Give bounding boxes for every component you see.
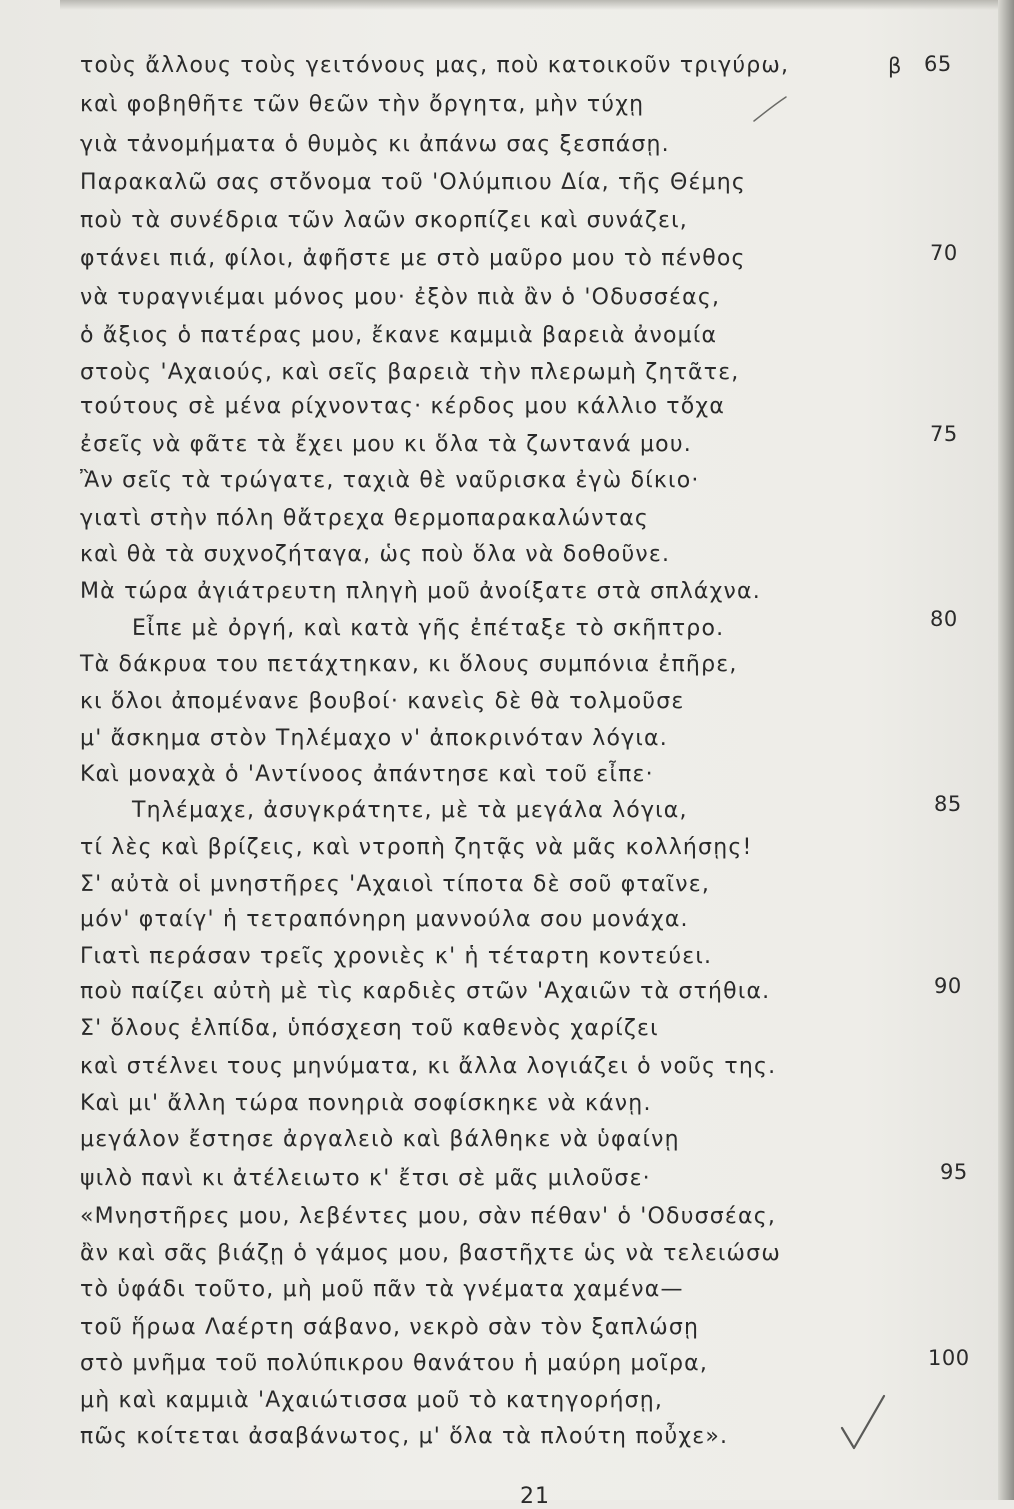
- verse-line-34: τὸ ὑφάδι τοῦτο, μὴ μοῦ πᾶν τὰ γνέματα χαμένα—: [80, 1277, 684, 1302]
- verse-line-29: Καὶ μι' ἄλλη τώρα πονηριὰ σοφίσκηκε νὰ κάνῃ.: [80, 1091, 652, 1116]
- verse-line-18: κι ὅλοι ἀπομένανε βουβοί· κανεὶς δὲ θὰ τολμοῦσε: [80, 689, 685, 714]
- verse-line-4: Παρακαλῶ σας στὄνομα τοῦ 'Ολύμπιου Δία, τῆς Θέμης: [80, 170, 747, 195]
- verse-line-15: Μὰ τώρα ἀγιάτρευτη πληγὴ μοῦ ἀνοίξατε στὰ σπλάχνα.: [80, 579, 761, 604]
- verse-line-8: ὁ ἄξιος ὁ πατέρας μου, ἔκανε καμμιὰ βαρειὰ ἀνομία: [80, 323, 718, 348]
- verse-line-2: καὶ φοβηθῆτε τῶν θεῶν τὴν ὄργητα, μὴν τύχῃ: [80, 92, 645, 117]
- verse-line-26: ποὺ παίζει αὐτὴ μὲ τὶς καρδιὲς στῶν 'Αχαιῶν τὰ στήθια.: [80, 979, 771, 1004]
- verse-line-9: στοὺς 'Αχαιούς, καὶ σεῖς βαρειὰ τὴν πλερωμὴ ζητᾶτε,: [80, 360, 740, 385]
- verse-line-6: φτάνει πιά, φίλοι, ἀφῆστε με στὸ μαῦρο μου τὸ πένθος: [80, 246, 746, 271]
- verse-line-20: Καὶ μοναχὰ ὁ 'Αντίνοος ἀπάντησε καὶ τοῦ εἶπε·: [80, 762, 654, 787]
- checkmark-annotation: [838, 1392, 888, 1452]
- verse-line-25: Γιατὶ περάσαν τρεῖς χρονιὲς κ' ἡ τέταρτη κοντεύει.: [80, 944, 713, 969]
- verse-line-21: Τηλέμαχε, ἀσυγκράτητε, μὲ τὰ μεγάλα λόγια,: [132, 798, 688, 823]
- book-marker: β: [888, 54, 902, 78]
- verse-line-38: πῶς κοίτεται ἀσαβάνωτος, μ' ὅλα τὰ πλούτη ποὖχε».: [80, 1424, 729, 1449]
- verse-line-19: μ' ἄσκημα στὸν Τηλέμαχο ν' ἀποκρινόταν λόγια.: [80, 726, 668, 751]
- verse-line-3: γιὰ τἀνομήματα ὁ θυμὸς κι ἀπάνω σας ξεσπάσῃ.: [80, 132, 670, 157]
- line-number-85: 85: [934, 792, 962, 816]
- verse-line-11: ἐσεῖς νὰ φᾶτε τὰ ἔχει μου κι ὅλα τὰ ζωντανά μου.: [80, 432, 692, 457]
- verse-line-13: γιατὶ στὴν πόλη θἄτρεχα θερμοπαρακαλώντας: [80, 506, 650, 531]
- verse-line-17: Τὰ δάκρυα του πετάχτηκαν, κι ὅλους συμπόνια ἐπῆρε,: [80, 652, 738, 677]
- verse-line-36: στὸ μνῆμα τοῦ πολύπικρου θανάτου ἡ μαύρη μοῖρα,: [80, 1351, 709, 1376]
- line-number-75: 75: [930, 422, 958, 446]
- verse-line-31: ψιλὸ πανὶ κι ἀτέλειωτο κ' ἔτσι σὲ μᾶς μιλοῦσε·: [80, 1166, 651, 1191]
- verse-line-7: νὰ τυραγνιέμαι μόνος μου· ἐξὸν πιὰ ἂν ὁ 'Οδυσσέας,: [80, 285, 721, 310]
- verse-line-23: Σ' αὐτὰ οἱ μνηστῆρες 'Αχαιοὶ τίποτα δὲ σοῦ φταῖνε,: [80, 872, 711, 897]
- page-number: 21: [520, 1484, 550, 1509]
- verse-line-32: «Μνηστῆρες μου, λεβέντες μου, σὰν πέθαν' ὁ 'Οδυσσέας,: [80, 1204, 777, 1229]
- verse-line-27: Σ' ὅλους ἐλπίδα, ὑπόσχεση τοῦ καθενὸς χαρίζει: [80, 1016, 659, 1041]
- verse-line-10: τούτους σὲ μένα ρίχνοντας· κέρδος μου κάλλιο τὄχα: [80, 394, 726, 419]
- verse-line-33: ἂν καὶ σᾶς βιάζῃ ὁ γάμος μου, βαστῆχτε ὡς νὰ τελειώσω: [80, 1241, 781, 1266]
- verse-line-28: καὶ στέλνει τους μηνύματα, κι ἄλλα λογιάζει ὁ νοῦς της.: [80, 1054, 777, 1079]
- verse-line-1: τοὺς ἄλλους τοὺς γειτόνους μας, ποὺ κατοικοῦν τριγύρω,: [80, 53, 790, 78]
- verse-line-5: ποὺ τὰ συνέδρια τῶν λαῶν σκορπίζει καὶ συνάζει,: [80, 208, 688, 233]
- pen-mark-annotation: [750, 95, 790, 125]
- verse-line-14: καὶ θὰ τὰ συχνοζήταγα, ὡς ποὺ ὅλα νὰ δοθοῦνε.: [80, 542, 671, 567]
- verse-line-37: μὴ καὶ καμμιὰ 'Αχαιώτισσα μοῦ τὸ κατηγορήσῃ,: [80, 1388, 664, 1413]
- line-number-100: 100: [928, 1346, 970, 1370]
- verse-line-22: τί λὲς καὶ βρίζεις, καὶ ντροπὴ ζητᾷς νὰ μᾶς κολλήσῃς!: [80, 835, 753, 860]
- verse-line-35: τοῦ ἥρωα Λαέρτη σάβανο, νεκρὸ σὰν τὸν ξαπλώσῃ: [80, 1315, 700, 1340]
- line-number-90: 90: [934, 974, 962, 998]
- verse-line-12: Ἂν σεῖς τὰ τρώγατε, ταχιὰ θὲ ναῦρισκα ἐγὼ δίκιο·: [80, 468, 700, 493]
- verse-line-30: μεγάλον ἔστησε ἀργαλειὸ καὶ βάλθηκε νὰ ὑφαίνῃ: [80, 1127, 680, 1152]
- line-number-95: 95: [940, 1160, 968, 1184]
- line-number-80: 80: [930, 607, 958, 631]
- line-number-70: 70: [930, 241, 958, 265]
- line-number-65: 65: [924, 52, 952, 76]
- verse-line-16: Εἶπε μὲ ὀργή, καὶ κατὰ γῆς ἐπέταξε τὸ σκῆπτρο.: [132, 616, 725, 641]
- verse-line-24: μόν' φταίγ' ἡ τετραπόνηρη μαννούλα σου μονάχα.: [80, 907, 689, 932]
